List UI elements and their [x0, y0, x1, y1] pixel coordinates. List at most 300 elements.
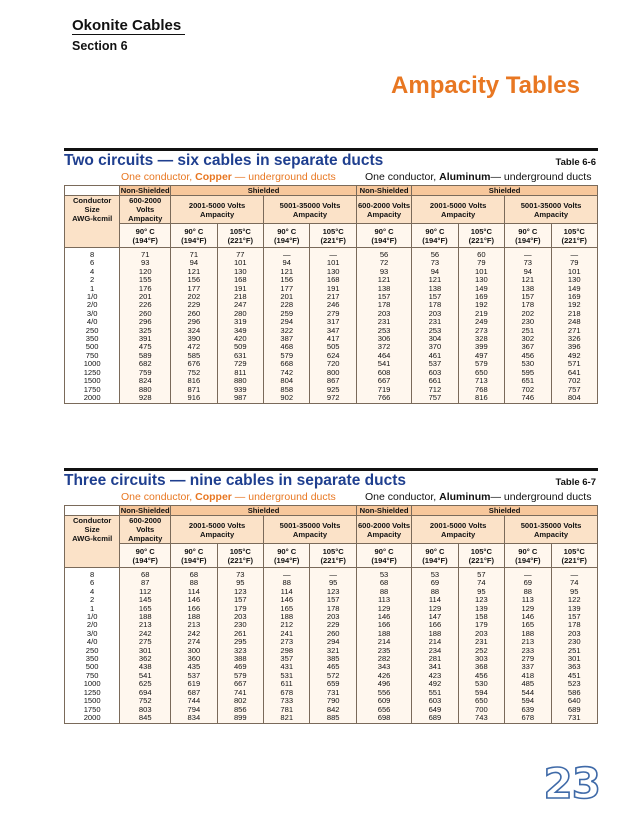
ampacity-cell: 656: [356, 706, 411, 714]
ampacity-label: Ampacity: [533, 209, 569, 219]
conductor-size-cell: 350: [65, 335, 120, 343]
ampacity-cell: 899: [217, 714, 263, 724]
voltage-label: 2001-5000 Volts: [429, 200, 487, 210]
temp-f: (221°F): [227, 236, 253, 245]
ampacity-cell: 88: [264, 579, 310, 587]
header-cell: [171, 196, 264, 224]
ampacity-cell: 456: [505, 352, 551, 360]
ampacity-cell: 387: [264, 335, 310, 343]
ampacity-cell: 700: [458, 706, 504, 714]
ampacity-cell: 608: [356, 369, 411, 377]
ampacity-cell: 188: [264, 613, 310, 621]
header-cell: [65, 196, 120, 248]
ampacity-cell: 594: [458, 689, 504, 697]
ampacity-cell: 485: [505, 680, 551, 688]
ampacity-cell: 301: [551, 655, 597, 663]
conductor-size-cell: 4/0: [65, 638, 120, 646]
ampacity-cell: 585: [171, 352, 217, 360]
voltage-label: 600-2000 Volts: [357, 200, 411, 210]
ampacity-cell: —: [551, 568, 597, 580]
ampacity-cell: 101: [458, 268, 504, 276]
ampacity-cell: —: [264, 248, 310, 260]
temp-c: 90° C: [374, 547, 394, 556]
ampacity-cell: 120: [120, 268, 171, 276]
ampacity-cell: —: [310, 568, 356, 580]
ampacity-cell: 451: [551, 672, 597, 680]
ampacity-cell: 757: [551, 386, 597, 394]
ampacity-cell: 551: [412, 689, 458, 697]
header-cell: [217, 224, 263, 248]
ampacity-cell: 742: [264, 369, 310, 377]
ampacity-cell: 702: [505, 386, 551, 394]
ampacity-cell: 322: [264, 327, 310, 335]
ampacity-cell: 667: [356, 377, 411, 385]
temp-c: 105°C: [322, 227, 344, 236]
ampacity-cell: 804: [264, 377, 310, 385]
ampacity-cell: 201: [120, 293, 171, 301]
ampacity-cell: 260: [310, 630, 356, 638]
ampacity-cell: 880: [120, 386, 171, 394]
ampacity-cell: 556: [356, 689, 411, 697]
ampacity-cell: 121: [412, 276, 458, 284]
ampacity-cell: 56: [412, 248, 458, 260]
ampacity-cell: 168: [310, 276, 356, 284]
ampacity-cell: 625: [120, 680, 171, 688]
temp-c: 105°C: [563, 547, 585, 556]
temp-f: (221°F): [561, 556, 587, 565]
ampacity-cell: 69: [412, 579, 458, 587]
ampacity-cell: 362: [120, 655, 171, 663]
ampacity-cell: 279: [310, 310, 356, 318]
ampacity-cell: 298: [264, 647, 310, 655]
ampacity-cell: 177: [264, 285, 310, 293]
ampacity-cell: 294: [264, 318, 310, 326]
ampacity-cell: 101: [217, 259, 263, 267]
ampacity-cell: 230: [217, 621, 263, 629]
ampacity-cell: 363: [551, 663, 597, 671]
section-label: Section 6: [72, 39, 128, 53]
ampacity-cell: 296: [120, 318, 171, 326]
ampacity-cell: 157: [310, 596, 356, 604]
ampacity-cell: 468: [264, 343, 310, 351]
temp-c: 105°C: [229, 547, 251, 556]
ampacity-cell: 130: [458, 276, 504, 284]
voltage-label: 600-2000 Volts: [129, 196, 162, 214]
header-cell: [65, 506, 120, 516]
ampacity-cell: 925: [310, 386, 356, 394]
header-cell: [458, 224, 504, 248]
temp-f: (194°F): [422, 236, 448, 245]
ampacity-cell: 230: [505, 318, 551, 326]
header-cell: [264, 516, 357, 544]
ampacity-cell: 157: [551, 613, 597, 621]
ampacity-cell: 396: [551, 343, 597, 351]
ampacity-cell: 768: [458, 386, 504, 394]
temp-f: (221°F): [320, 556, 346, 565]
subhead-aluminum-post: — underground ducts: [490, 491, 592, 503]
ampacity-cell: 179: [217, 605, 263, 613]
ampacity-cell: 253: [412, 327, 458, 335]
ampacity-cell: 113: [356, 596, 411, 604]
header-cell: [505, 516, 598, 544]
ampacity-cell: 537: [412, 360, 458, 368]
ampacity-label: Ampacity: [128, 534, 163, 543]
table-number: Table 6-7: [555, 477, 596, 488]
ampacity-cell: 261: [217, 630, 263, 638]
temp-f: (194°F): [371, 236, 397, 245]
ampacity-cell: 214: [356, 638, 411, 646]
voltage-label: 2001-5000 Volts: [188, 520, 246, 530]
ampacity-cell: 94: [264, 259, 310, 267]
ampacity-cell: 987: [217, 394, 263, 404]
table-title: Two circuits — six cables in separate ducts: [64, 152, 384, 169]
ampacity-cell: 121: [356, 276, 411, 284]
ampacity-cell: 79: [458, 259, 504, 267]
ampacity-cell: 60: [458, 248, 504, 260]
ampacity-cell: 794: [171, 706, 217, 714]
ampacity-cell: 619: [171, 680, 217, 688]
voltage-label: 5001-35000 Volts: [279, 520, 341, 530]
brand-title: Okonite Cables: [72, 17, 185, 35]
ampacity-cell: 689: [551, 706, 597, 714]
subhead-aluminum-bold: Aluminum: [439, 171, 491, 183]
table-row: [65, 714, 598, 724]
ampacity-cell: 88: [412, 588, 458, 596]
ampacity-cell: 420: [217, 335, 263, 343]
ampacity-cell: 464: [356, 352, 411, 360]
ampacity-cell: 121: [171, 268, 217, 276]
ampacity-cell: 367: [505, 343, 551, 351]
header-cell: Non-Shielded: [356, 186, 411, 196]
ampacity-cell: 260: [171, 310, 217, 318]
header-cell: [264, 196, 357, 224]
ampacity-cell: 213: [120, 621, 171, 629]
ampacity-cell: 324: [171, 327, 217, 335]
header-cell: [551, 224, 597, 248]
temp-c: 90° C: [184, 227, 204, 236]
ampacity-cell: 248: [551, 318, 597, 326]
ampacity-cell: 273: [458, 327, 504, 335]
ampacity-cell: 188: [171, 613, 217, 621]
ampacity-cell: 202: [171, 293, 217, 301]
header-cell: [264, 224, 310, 248]
ampacity-cell: 319: [217, 318, 263, 326]
ampacity-cell: 259: [264, 310, 310, 318]
table-number: Table 6-6: [555, 157, 596, 168]
temp-c: 90° C: [184, 547, 204, 556]
ampacity-cell: 867: [310, 377, 356, 385]
ampacity-cell: 95: [310, 579, 356, 587]
ampacity-cell: 212: [264, 621, 310, 629]
conductor-conductor: Conductor: [72, 516, 112, 525]
ampacity-cell: 712: [412, 386, 458, 394]
ampacity-cell: 757: [412, 394, 458, 404]
ampacity-cell: 694: [120, 689, 171, 697]
subhead-copper: [121, 491, 336, 503]
ampacity-cell: 123: [458, 596, 504, 604]
voltage-label: 2001-5000 Volts: [188, 200, 246, 210]
conductor-size-cell: 2000: [65, 714, 120, 724]
ampacity-cell: 95: [217, 579, 263, 587]
conductor-size-cell: 1250: [65, 369, 120, 377]
ampacity-cell: 743: [458, 714, 504, 724]
ampacity-cell: 572: [310, 672, 356, 680]
ampacity-cell: 803: [120, 706, 171, 714]
subhead-copper-post: — underground ducts: [231, 491, 336, 503]
ampacity-cell: 349: [217, 327, 263, 335]
subhead-copper-bold: Copper: [195, 171, 232, 183]
ampacity-cell: 203: [356, 310, 411, 318]
ampacity-cell: 804: [551, 394, 597, 404]
ampacity-cell: 676: [171, 360, 217, 368]
ampacity-cell: 157: [217, 596, 263, 604]
page-title: Ampacity Tables: [391, 72, 580, 99]
ampacity-cell: 790: [310, 697, 356, 705]
header-cell: [412, 516, 505, 544]
header-cell: Shielded: [171, 506, 357, 516]
ampacity-cell: 203: [551, 630, 597, 638]
ampacity-cell: 939: [217, 386, 263, 394]
ampacity-label: Ampacity: [533, 529, 569, 539]
ampacity-cell: 641: [551, 369, 597, 377]
ampacity-cell: 165: [120, 605, 171, 613]
ampacity-cell: 214: [412, 638, 458, 646]
ampacity-cell: 744: [171, 697, 217, 705]
conductor-conductor: Conductor: [72, 196, 112, 205]
conductor-size-cell: 1000: [65, 680, 120, 688]
header-cell: [120, 544, 171, 568]
ampacity-cell: 842: [310, 706, 356, 714]
ampacity-cell: 114: [171, 588, 217, 596]
temp-c: 90° C: [425, 547, 445, 556]
ampacity-label: Ampacity: [199, 529, 235, 539]
header-cell: [217, 544, 263, 568]
header-cell: [120, 196, 171, 224]
voltage-label: 600-2000 Volts: [357, 520, 411, 530]
conductor-size-cell: 4/0: [65, 318, 120, 326]
ampacity-cell: 603: [412, 697, 458, 705]
ampacity-cell: 824: [120, 377, 171, 385]
ampacity-cell: 640: [551, 697, 597, 705]
ampacity-cell: 247: [217, 301, 263, 309]
temp-f: (194°F): [274, 236, 300, 245]
ampacity-cell: 347: [310, 327, 356, 335]
ampacity-cell: 595: [505, 369, 551, 377]
ampacity-cell: 123: [217, 588, 263, 596]
header-cell: Shielded: [412, 506, 598, 516]
temp-f: (194°F): [422, 556, 448, 565]
ampacity-cell: 661: [412, 377, 458, 385]
temp-c: 90° C: [277, 547, 297, 556]
table-rule: [64, 468, 598, 471]
ampacity-cell: 79: [551, 259, 597, 267]
ampacity-cell: 579: [217, 672, 263, 680]
ampacity-cell: 178: [505, 301, 551, 309]
ampacity-cell: 509: [217, 343, 263, 351]
temp-c: 90° C: [518, 547, 538, 556]
conductor-size-cell: 1250: [65, 689, 120, 697]
conductor-size: Size: [84, 205, 100, 214]
temp-f: (194°F): [181, 556, 207, 565]
ampacity-cell: 241: [264, 630, 310, 638]
header-cell: [171, 224, 217, 248]
ampacity-cell: 523: [551, 680, 597, 688]
ampacity-cell: 246: [310, 301, 356, 309]
ampacity-cell: 651: [505, 377, 551, 385]
ampacity-cell: 234: [412, 647, 458, 655]
ampacity-cell: 69: [505, 579, 551, 587]
ampacity-cell: —: [310, 248, 356, 260]
temp-f: (194°F): [181, 236, 207, 245]
ampacity-cell: 169: [551, 293, 597, 301]
ampacity-cell: 650: [458, 697, 504, 705]
ampacity-cell: 752: [120, 697, 171, 705]
ampacity-cell: 611: [264, 680, 310, 688]
conductor-size-cell: 1: [65, 285, 120, 293]
ampacity-cell: 93: [120, 259, 171, 267]
temp-c: 90° C: [277, 227, 297, 236]
ampacity-cell: 156: [264, 276, 310, 284]
conductor-size-cell: 6: [65, 259, 120, 267]
conductor-size-cell: 4: [65, 268, 120, 276]
subhead-aluminum-pre: One conductor,: [365, 491, 440, 503]
temp-f: (221°F): [468, 236, 495, 245]
ampacity-cell: 235: [356, 647, 411, 655]
ampacity-cell: 139: [458, 605, 504, 613]
ampacity-cell: 579: [458, 360, 504, 368]
conductor-size-cell: 4: [65, 588, 120, 596]
ampacity-cell: 146: [264, 596, 310, 604]
temp-f: (221°F): [227, 556, 253, 565]
ampacity-cell: 417: [310, 335, 356, 343]
header-cell: [412, 196, 505, 224]
header-cell: [356, 224, 411, 248]
conductor-size-cell: 1500: [65, 377, 120, 385]
header-cell: [65, 186, 120, 196]
ampacity-cell: 300: [171, 647, 217, 655]
ampacity-label: Ampacity: [366, 529, 402, 539]
ampacity-cell: 357: [264, 655, 310, 663]
subhead-aluminum-pre: One conductor,: [365, 171, 440, 183]
ampacity-cell: 149: [458, 285, 504, 293]
temp-f: (221°F): [320, 236, 346, 245]
ampacity-cell: 281: [412, 655, 458, 663]
ampacity-cell: 188: [505, 630, 551, 638]
conductor-size-cell: 1750: [65, 706, 120, 714]
ampacity-cell: 733: [264, 697, 310, 705]
temp-c: 90° C: [425, 227, 445, 236]
temp-f: (194°F): [371, 556, 397, 565]
ampacity-cell: 858: [264, 386, 310, 394]
temp-c: 90° C: [518, 227, 538, 236]
ampacity-cell: 916: [171, 394, 217, 404]
ampacity-cell: 130: [310, 268, 356, 276]
conductor-size-cell: 1750: [65, 386, 120, 394]
ampacity-cell: 252: [458, 647, 504, 655]
ampacity-cell: 399: [458, 343, 504, 351]
ampacity-cell: 68: [120, 568, 171, 580]
ampacity-cell: 138: [356, 285, 411, 293]
conductor-awg: AWG-kcmil: [72, 214, 113, 223]
ampacity-cell: 431: [264, 663, 310, 671]
ampacity-cell: 157: [412, 293, 458, 301]
voltage-label: 2001-5000 Volts: [429, 520, 487, 530]
ampacity-cell: 603: [412, 369, 458, 377]
ampacity-cell: 972: [310, 394, 356, 404]
ampacity-cell: 295: [217, 638, 263, 646]
ampacity-cell: 306: [356, 335, 411, 343]
ampacity-cell: 228: [264, 301, 310, 309]
ampacity-cell: 129: [412, 605, 458, 613]
ampacity-cell: 418: [505, 672, 551, 680]
ampacity-cell: 218: [551, 310, 597, 318]
ampacity-cell: 149: [551, 285, 597, 293]
ampacity-cell: 73: [412, 259, 458, 267]
ampacity-cell: 203: [458, 630, 504, 638]
ampacity-cell: 821: [264, 714, 310, 724]
subhead-aluminum: [365, 491, 591, 503]
ampacity-cell: 885: [310, 714, 356, 724]
ampacity-cell: 260: [120, 310, 171, 318]
subhead-copper: [121, 171, 336, 183]
ampacity-cell: 88: [505, 588, 551, 596]
ampacity-cell: 87: [120, 579, 171, 587]
ampacity-cell: 639: [505, 706, 551, 714]
ampacity-cell: 816: [171, 377, 217, 385]
conductor-size-cell: 1000: [65, 360, 120, 368]
header-cell: Non-Shielded: [120, 506, 170, 515]
ampacity-cell: 390: [171, 335, 217, 343]
conductor-size: Size: [84, 525, 100, 534]
ampacity-cell: 323: [217, 647, 263, 655]
ampacity-cell: 720: [310, 360, 356, 368]
ampacity-cell: 114: [264, 588, 310, 596]
page-number: 23: [543, 759, 600, 808]
subhead-aluminum-post: — underground ducts: [490, 171, 592, 183]
table-title: Three circuits — nine cables in separate ducts: [64, 472, 406, 489]
ampacity-cell: 928: [120, 394, 171, 404]
header-cell: [551, 544, 597, 568]
ampacity-cell: 157: [356, 293, 411, 301]
ampacity-cell: 179: [458, 621, 504, 629]
ampacity-cell: 531: [264, 672, 310, 680]
ampacity-cell: 816: [458, 394, 504, 404]
header-cell: [356, 516, 411, 544]
ampacity-cell: 388: [217, 655, 263, 663]
ampacity-cell: 169: [458, 293, 504, 301]
conductor-size-cell: 1: [65, 605, 120, 613]
conductor-awg: AWG-kcmil: [72, 534, 113, 543]
subhead-copper-post: — underground ducts: [231, 171, 336, 183]
ampacity-cell: 271: [551, 327, 597, 335]
ampacity-cell: 649: [412, 706, 458, 714]
ampacity-cell: 341: [412, 663, 458, 671]
temp-f: (194°F): [515, 236, 541, 245]
header-cell: [310, 224, 356, 248]
conductor-size-cell: 1/0: [65, 613, 120, 621]
ampacity-label: Ampacity: [292, 209, 328, 219]
ampacity-cell: 609: [356, 697, 411, 705]
ampacity-cell: 766: [356, 394, 411, 404]
ampacity-cell: 157: [505, 293, 551, 301]
conductor-size-cell: 2/0: [65, 621, 120, 629]
ampacity-cell: 492: [412, 680, 458, 688]
ampacity-cell: 176: [120, 285, 171, 293]
ampacity-cell: 541: [356, 360, 411, 368]
ampacity-cell: 168: [217, 276, 263, 284]
conductor-size-cell: 6: [65, 579, 120, 587]
ampacity-cell: 218: [217, 293, 263, 301]
